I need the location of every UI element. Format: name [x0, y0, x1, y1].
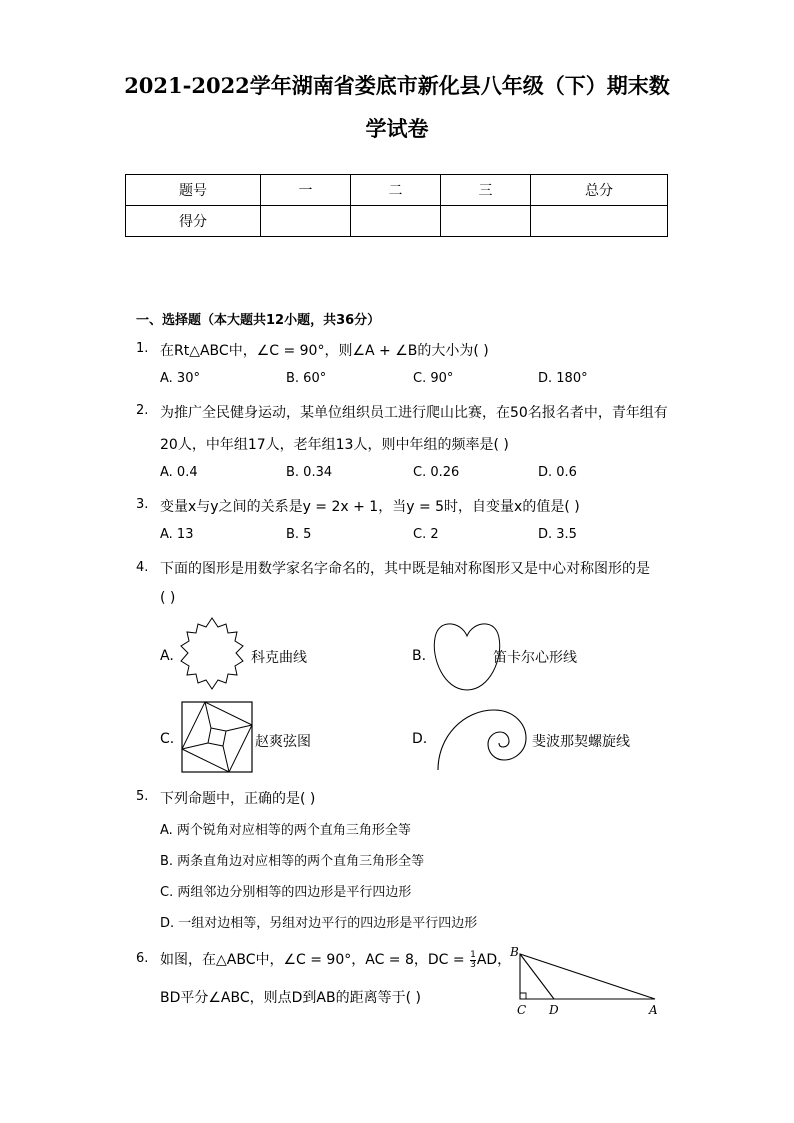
score-table-score-row	[126, 206, 668, 237]
q5-option-c: C. 两组邻边分别相等的四边形是平行四边形	[160, 885, 412, 900]
q5-option-a: A. 两个锐角对应相等的两个直角三角形全等	[160, 823, 411, 838]
score-table-header-cell: 二	[351, 175, 441, 206]
q1-option-a: A. 30°	[160, 371, 200, 386]
fraction-denominator: 3	[470, 959, 476, 970]
question-number: 4.	[136, 560, 149, 575]
zhao-shuang-diagram-figure	[181, 701, 253, 773]
q3-option-d: D. 3.5	[538, 527, 577, 542]
score-table-header-cell: 三	[441, 175, 531, 206]
question-number: 3.	[136, 497, 149, 512]
question-6-text-part-2: AD，	[476, 952, 512, 968]
koch-snowflake-figure	[176, 615, 250, 695]
question-number: 1.	[136, 341, 149, 356]
q4-option-d-letter: D.	[412, 731, 428, 747]
q1-option-b: B. 60°	[286, 371, 327, 386]
question-6-text-part-1: 如图，在△ABC中，∠C = 90°，AC = 8，DC =	[160, 952, 470, 968]
q4-option-c-letter: C.	[160, 731, 175, 747]
question-6-text-line-1	[160, 949, 511, 970]
q2-option-d: D. 0.6	[538, 465, 577, 480]
question-number: 5.	[136, 789, 149, 804]
q4-option-c-name: 赵爽弦图	[255, 734, 311, 750]
q3-option-b: B. 5	[286, 527, 312, 542]
q4-option-b-letter: B.	[412, 648, 427, 664]
score-table-row-label: 得分	[126, 206, 261, 237]
question-5-text: 下列命题中，正确的是( )	[160, 791, 316, 807]
fraction-numerator: 1	[470, 949, 476, 960]
q4-option-a-name: 科克曲线	[251, 650, 307, 666]
page-title-line-2: 学试卷	[365, 116, 429, 141]
q4-option-a-letter: A.	[160, 648, 174, 664]
section-heading: 一、选择题（本大题共12小题，共36分）	[136, 313, 381, 328]
question-2-text-line-2: 20人，中年组17人，老年组13人，则中年组的频率是( )	[160, 437, 509, 453]
page-title-line-1: 2021-2022学年湖南省娄底市新化县八年级（下）期末数	[124, 73, 670, 98]
q4-option-d-name: 斐波那契螺旋线	[532, 734, 630, 750]
score-cell	[531, 206, 668, 237]
q3-option-a: A. 13	[160, 527, 194, 542]
score-cell	[351, 206, 441, 237]
question-3-text: 变量x与y之间的关系是y = 2x + 1，当y = 5时，自变量x的值是( )	[160, 499, 580, 515]
q2-option-c: C. 0.26	[413, 465, 460, 480]
q1-option-d: D. 180°	[538, 371, 588, 386]
q2-option-b: B. 0.34	[286, 465, 333, 480]
question-number: 6.	[136, 951, 149, 966]
q2-option-a: A. 0.4	[160, 465, 198, 480]
question-6-text-line-2: BD平分∠ABC，则点D到AB的距离等于( )	[160, 990, 421, 1006]
vertex-label-b: B	[510, 945, 519, 959]
question-4-text-line-2: ( )	[160, 590, 176, 606]
triangle-abc-figure	[505, 944, 665, 1020]
score-table-header-cell: 一	[261, 175, 351, 206]
score-table	[125, 174, 668, 237]
question-2-text-line-1: 为推广全民健身运动，某单位组织员工进行爬山比赛，在50名报名者中，青年组有	[160, 405, 668, 421]
fibonacci-spiral-figure	[436, 706, 528, 772]
q5-option-d: D. 一组对边相等，另组对边平行的四边形是平行四边形	[160, 916, 478, 931]
vertex-label-c: C	[517, 1003, 527, 1017]
q5-option-b: B. 两条直角边对应相等的两个直角三角形全等	[160, 854, 425, 869]
q3-option-c: C. 2	[413, 527, 439, 542]
question-4-text-line-1: 下面的图形是用数学家名字命名的，其中既是轴对称图形又是中心对称图形的是	[160, 561, 650, 577]
score-table-header-cell: 总分	[531, 175, 668, 206]
fraction-one-third	[470, 951, 476, 970]
point-label-d: D	[549, 1003, 559, 1017]
question-1-text: 在Rt△ABC中，∠C = 90°，则∠A + ∠B的大小为( )	[160, 343, 489, 359]
score-table-header-row	[126, 175, 668, 206]
score-cell	[261, 206, 351, 237]
vertex-label-a: A	[649, 1003, 658, 1017]
score-cell	[441, 206, 531, 237]
question-number: 2.	[136, 403, 149, 418]
q1-option-c: C. 90°	[413, 371, 454, 386]
score-table-header-cell: 题号	[126, 175, 261, 206]
q4-option-b-name: 笛卡尔心形线	[493, 650, 577, 666]
